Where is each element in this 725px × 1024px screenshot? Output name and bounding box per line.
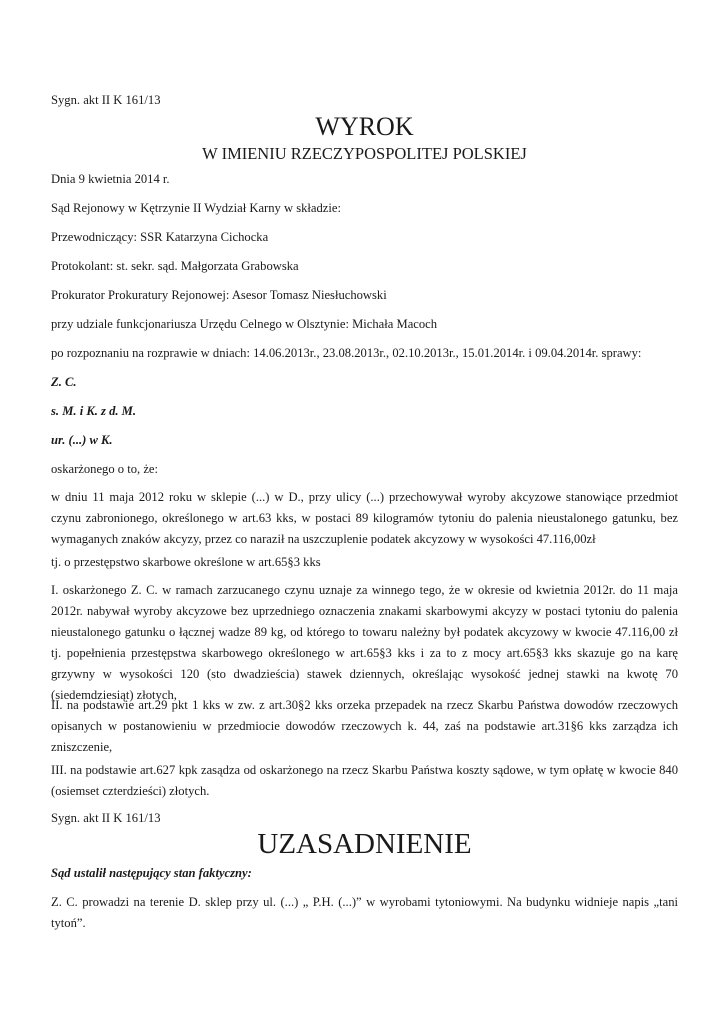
court-composition: Sąd Rejonowy w Kętrzynie II Wydział Karny w składzie: bbox=[51, 201, 341, 215]
prosecutor: Prokurator Prokuratury Rejonowej: Asesor Tomasz Niesłuchowski bbox=[51, 288, 387, 302]
defendant-name: Z. C. bbox=[51, 375, 77, 389]
document-title: WYROK bbox=[315, 112, 414, 141]
charge-offence: tj. o przestępstwo skarbowe określone w art.65§3 kks bbox=[51, 555, 321, 569]
facts-heading: Sąd ustalił następujący stan faktyczny: bbox=[51, 866, 252, 880]
presiding-judge: Przewodniczący: SSR Katarzyna Cichocka bbox=[51, 230, 269, 244]
justification-title: UZASADNIENIE bbox=[257, 828, 472, 860]
hearing-dates: po rozpoznaniu na rozprawie w dniach: 14.06.2013r., 23.08.2013r., 02.10.2013r., 15.01.2014r. i 09.04.2014r. sprawy: bbox=[51, 346, 642, 360]
verdict-date: Dnia 9 kwietnia 2014 r. bbox=[51, 172, 170, 186]
defendant-parents: s. M. i K. z d. M. bbox=[51, 404, 137, 418]
case-signature: Sygn. akt II K 161/13 bbox=[51, 93, 161, 107]
accused-label: oskarżonego o to, że: bbox=[51, 462, 159, 476]
charge-description: w dniu 11 maja 2012 roku w sklepie (...) w D., przy ulicy (...) przechowywał wyroby akcyzowe stanowiące przedmiot czynu zabronionego, określonego w art.63 kks, w postaci 89 kilogramów tytoniu do palenia nieustalonego gatunku, bez wymaganych znaków akcyzy, przez co naraził na uszczuplenie podatek akcyzowy w wysokości 47.116,00zł bbox=[51, 490, 678, 546]
facts-text: Z. C. prowadzi na terenie D. sklep przy ul. (...) „ P.H. (...)” w wyrobami tytoniowymi. Na budynku widnieje napis „tani tytoń”. bbox=[51, 895, 678, 930]
justification-signature: Sygn. akt II K 161/13 bbox=[51, 811, 161, 825]
verdict-point-1: I. oskarżonego Z. C. w ramach zarzucanego czynu uznaje za winnego tego, że w okresie od kwietnia 2012r. do 11 maja 2012r. nabywał wyroby akcyzowe bez uprzedniego oznaczenia znakami skarbowymi akcyzy w postaci tytoniu do palenia nieustalonego gatunku o łącznej wadze 89 kg, od którego to towaru należny był podatek akcyzowy w kwocie 47.116,00 zł tj. popełnienia przestępstwa skarbowego określonego w art.65§3 kks i za to z mocy art.65§3 kks skazuje go na karę grzywny w wysokości 120 (sto dwadzieścia) stawek dziennych, określając wysokość jednej stawki na kwotę 70 (siedemdziesiąt) złotych, bbox=[51, 583, 678, 702]
verdict-point-2: II. na podstawie art.29 pkt 1 kks w zw. z art.30§2 kks orzeka przepadek na rzecz Skarbu Państwa dowodów rzeczowych opisanych w postanowieniu w przedmiocie dowodów rzeczowych k. 44, zaś na podstawie art.31§6 kks zarządza ich zniszczenie, bbox=[51, 698, 678, 754]
verdict-point-3: III. na podstawie art.627 kpk zasądza od oskarżonego na rzecz Skarbu Państwa koszty sądowe, w tym opłatę w kwocie 840 (osiemset czterdzieści) złotych. bbox=[51, 763, 678, 798]
document-subtitle: W IMIENIU RZECZYPOSPOLITEJ POLSKIEJ bbox=[202, 144, 527, 163]
defendant-birth: ur. (...) w K. bbox=[51, 433, 113, 447]
court-clerk: Protokolant: st. sekr. sąd. Małgorzata Grabowska bbox=[51, 259, 299, 273]
customs-officer: przy udziale funkcjonariusza Urzędu Celnego w Olsztynie: Michała Macoch bbox=[51, 317, 438, 331]
